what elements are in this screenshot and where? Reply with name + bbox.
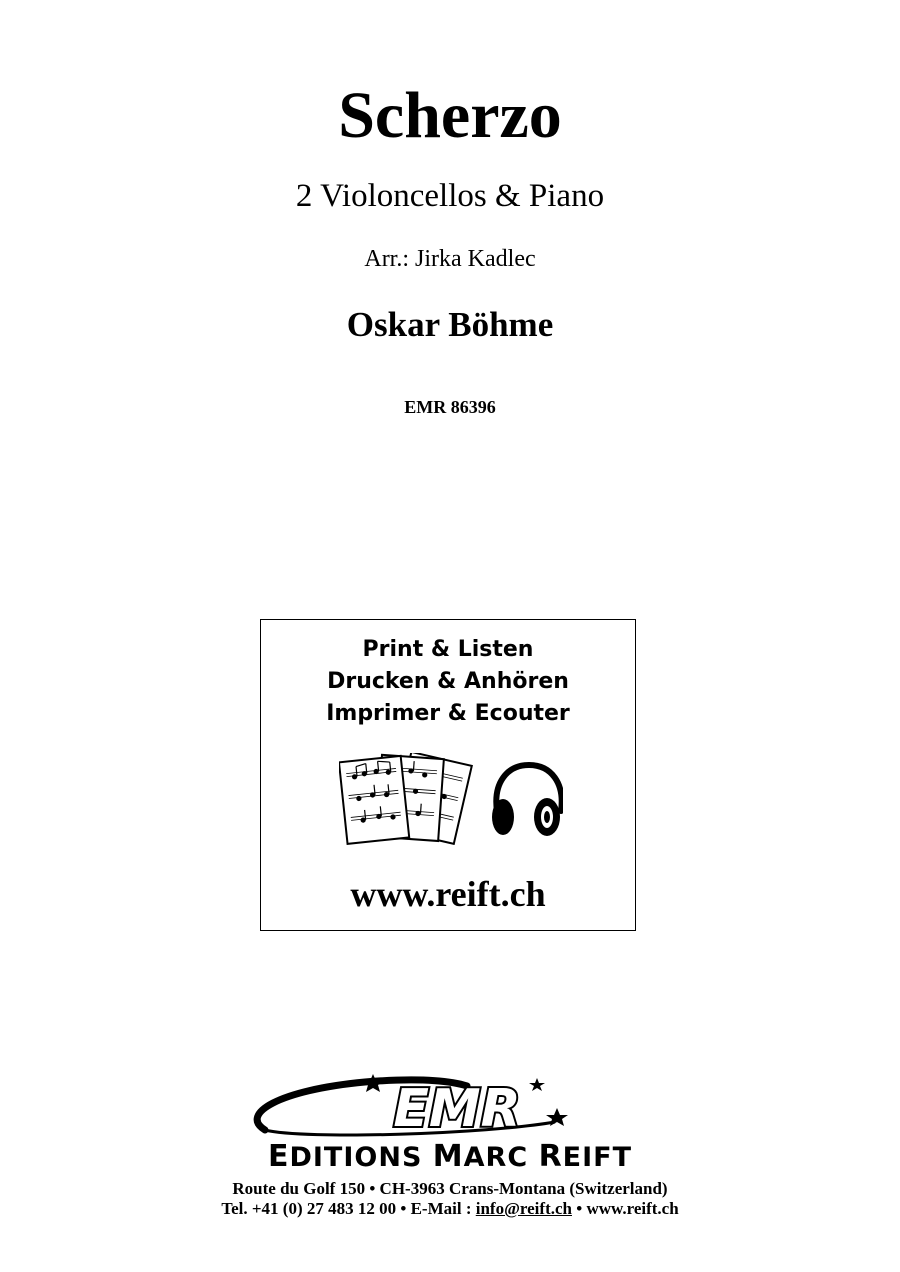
promo-text xyxy=(261,634,635,730)
instrumentation: 2 Violoncellos & Piano xyxy=(295,178,605,214)
title: Scherzo xyxy=(338,79,562,152)
composer: Oskar Böhme xyxy=(346,305,554,344)
promo-illustration xyxy=(339,753,563,845)
telephone: Tel. +41 (0) 27 483 12 00 xyxy=(221,1199,397,1218)
email-label: E-Mail : xyxy=(410,1199,472,1218)
emr-logo xyxy=(235,1070,675,1142)
print-listen-box xyxy=(260,619,636,931)
email-link[interactable]: info@reift.ch xyxy=(475,1199,572,1218)
website-link[interactable]: www.reift.ch xyxy=(586,1199,679,1218)
promo-website[interactable]: www.reift.ch xyxy=(350,874,546,914)
publisher-name: EDITIONS MARC REIFT xyxy=(267,1139,633,1174)
headphones-icon xyxy=(492,765,562,836)
catalog-number: EMR 86396 xyxy=(404,397,496,417)
promo-line-de: Drucken & Anhören xyxy=(327,669,569,694)
publisher-address: Route du Golf 150 • CH-3963 Crans-Montana (Switzerland) xyxy=(232,1179,668,1198)
arranger: Arr.: Jirka Kadlec xyxy=(364,246,536,272)
sheet-music-icon xyxy=(339,753,472,844)
promo-line-en: Print & Listen xyxy=(362,637,534,662)
publisher-contact: Tel. +41 (0) 27 483 12 00 • E-Mail : info@reift.ch • www.reift.ch xyxy=(221,1199,679,1218)
logo-text: EMR xyxy=(393,1079,521,1139)
promo-line-fr: Imprimer & Ecouter xyxy=(326,701,570,726)
